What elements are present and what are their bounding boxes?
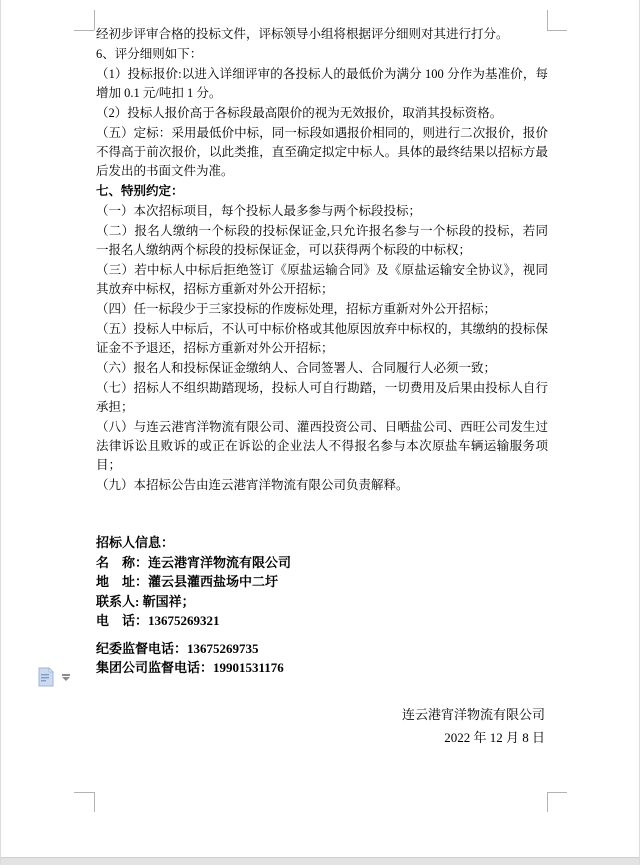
document-body — [96, 25, 548, 496]
section-heading: 七、特别约定： — [96, 184, 184, 198]
signature-date: 2022 年 12 月 8 日 — [444, 729, 545, 745]
paste-options-icon[interactable] — [37, 667, 55, 687]
issuer-contact: 联系人: 靳国祥； — [96, 593, 195, 609]
dropdown-bar — [62, 674, 70, 676]
paragraph: （三）若中标人中标后拒绝签订《原盐运输合同》及《原盐运输安全协议》，视同其放弃中标权，招标方重新对外公开招标； — [96, 263, 548, 296]
paragraph: （2）投标人报价高于各标段最高限价的视为无效报价，取消其投标资格。 — [96, 106, 503, 120]
margin-crop-mark — [94, 792, 95, 812]
issuer-address: 地 址：灌云县灌西盐场中二圩 — [96, 574, 279, 589]
signature-company: 连云港宵洋物流有限公司 — [401, 707, 545, 722]
paragraph: （四）任一标段少于三家投标的作废标处理，招标方重新对外公开招标； — [96, 302, 497, 316]
margin-crop-mark — [547, 30, 567, 31]
issuer-phone: 电 话：13675269321 — [96, 613, 220, 628]
signature-block — [245, 704, 545, 749]
discipline-supervision-phone: 纪委监督电话：13675269735 — [96, 640, 259, 656]
spacer — [96, 631, 548, 639]
paragraph: （一）本次招标项目，每个投标人最多参与两个标段投标； — [96, 204, 422, 218]
paragraph: （七）招标人不组织勘踏现场，投标人可自行勘踏，一切费用及后果由投标人自行承担； — [96, 381, 548, 414]
paragraph: （五）定标：采用最低价中标，同一标段如遇报价相同的，则进行二次报价，报价不得高于前次报价，以此类推，直至确定拟定中标人。具体的最终结果以招标方最后发出的书面文件为准。 — [96, 126, 548, 178]
margin-crop-mark — [547, 792, 548, 812]
paragraph: （1）投标报价:以进入详细评审的各投标人的最低价为满分 100 分作为基准价，每增加 0.1 元/吨扣 1 分。 — [96, 67, 548, 100]
issuer-heading: 招标人信息： — [96, 535, 175, 550]
paragraph: （二）报名人缴纳一个标段的投标保证金,只允许报名参与一个标段的投标，若同一报名人缴纳两个标段的投标保证金，可以获得两个标段的中标权； — [96, 224, 548, 257]
dropdown-triangle — [62, 677, 70, 681]
paragraph: （五）投标人中标后，不认可中标价格或其他原因放弃中标权的，其缴纳的投标保证金不予退还，招标方重新对外公开招标； — [96, 322, 548, 355]
paragraph: （六）报名人和投标保证金缴纳人、合同签署人、合同履行人必须一致； — [96, 361, 497, 375]
page-gap — [1, 857, 639, 865]
margin-crop-mark — [74, 30, 94, 31]
paragraph: 经初步评审合格的投标文件，评标领导小组将根据评分细则对其进行打分。 — [96, 27, 509, 41]
paragraph: （九）本招标公告由连云港宵洋物流有限公司负责解释。 — [96, 478, 409, 492]
group-supervision-phone: 集团公司监督电话：19901531176 — [96, 660, 284, 675]
paragraph: 6、评分细则如下： — [96, 47, 203, 61]
issuer-info-block — [96, 533, 548, 678]
margin-crop-mark — [547, 792, 567, 793]
margin-crop-mark — [74, 792, 94, 793]
issuer-name: 名 称：连云港宵洋物流有限公司 — [96, 554, 292, 570]
paragraph: （八）与连云港宵洋物流有限公司、灌西投资公司、日晒盐公司、西旺公司发生过法律诉讼且败诉的或正在诉讼的企业法人不得报名参与本次原盐车辆运输服务项目； — [96, 420, 548, 472]
margin-crop-mark — [94, 10, 95, 30]
dropdown-arrow-icon[interactable] — [61, 674, 70, 682]
